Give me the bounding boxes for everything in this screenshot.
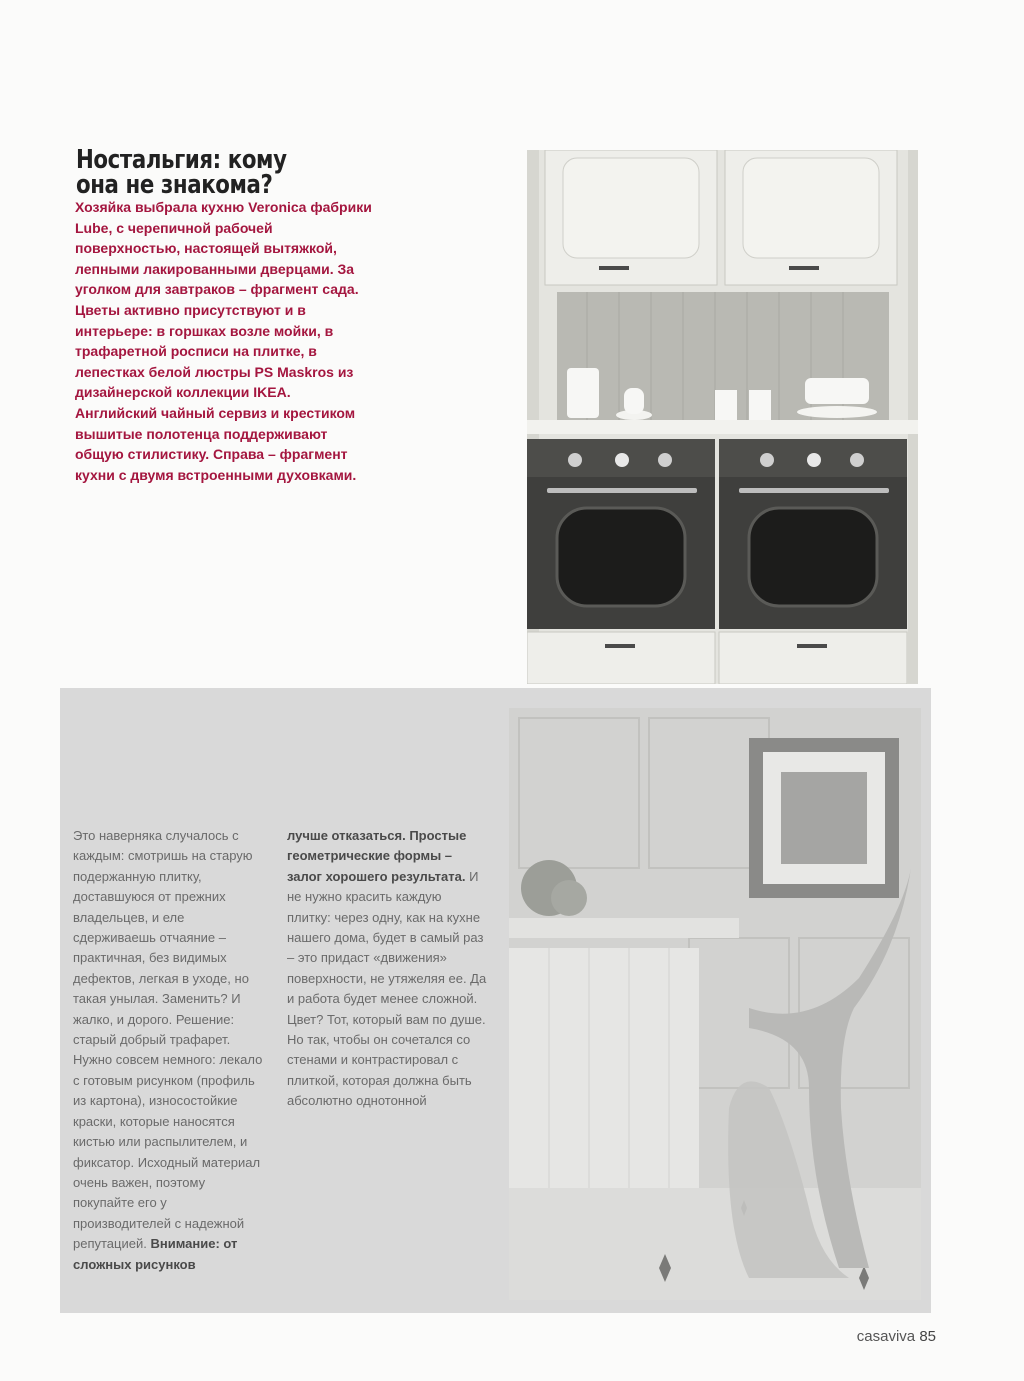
sidebar-col1-text: Это наверняка случалось с каждым: смотришь на старую подержанную плитку, доставшуюся от прежних владельцев, и еле сдерживаешь отчаяние – практичная, без видимых дефектов, легкая в уходе, но такая унылая. Заменить? И жалко, и дорого. Решение: старый добрый трафарет. Нужно совсем немного: лекало с готовым рисунком (профиль из картона), износостойкие краски, которые наносятся кистью или распылителем, и фиксатор. Исходный материал очень важен, поэтому покупайте его у производителей с надежной репутацией.	[73, 828, 263, 1252]
magazine-brand: casaviva	[856, 1328, 916, 1345]
headline-line-2: она не знакома?	[76, 170, 273, 200]
article-headline	[76, 145, 371, 200]
sidebar-column-2	[287, 826, 487, 1112]
headline-line-1: Ностальгия: кому	[76, 145, 287, 175]
page-footer	[857, 1328, 936, 1345]
stencil-tile-chair-photo	[509, 708, 921, 1300]
sidebar-panel	[60, 688, 931, 1313]
kitchen-ovens-photo	[527, 150, 918, 684]
sidebar-col1-bold: Внимание: от сложных рисунков	[73, 1236, 238, 1272]
sidebar-col2-text: И не нужно красить каждую плитку: через одну, как на кухне нашего дома, будет в самый раз – это придаст «движения» поверхности, не утяжеляя ее. Да и работа будет менее сложной. Цвет? Тот, который вам по душе. Но так, чтобы он сочетался со стенами и контрастировал с плиткой, которая должна быть абсолютно однотонной	[287, 868, 487, 1109]
sidebar-col2-bold: лучше отказаться. Простые геометрические формы – залог хорошего результата.	[287, 828, 467, 884]
sidebar-column-1	[73, 826, 268, 1275]
page-number: 85	[919, 1328, 936, 1345]
article-intro: Хозяйка выбрала кухню Veronica фабрики Lube, с черепичной рабочей поверхностью, настоящей вытяжкой, лепными лакированными дверцами. За уголком для завтраков – фрагмент сада. Цветы активно присутствуют и в интерьере: в горшках возле мойки, в трафаретной росписи на плитке, в лепестках белой люстры PS Maskros из дизайнерской коллекции IKEA. Английский чайный сервиз и крестиком вышитые полотенца поддерживают общую стилистику. Справа – фрагмент кухни с двумя встроенными духовками.	[75, 199, 372, 483]
